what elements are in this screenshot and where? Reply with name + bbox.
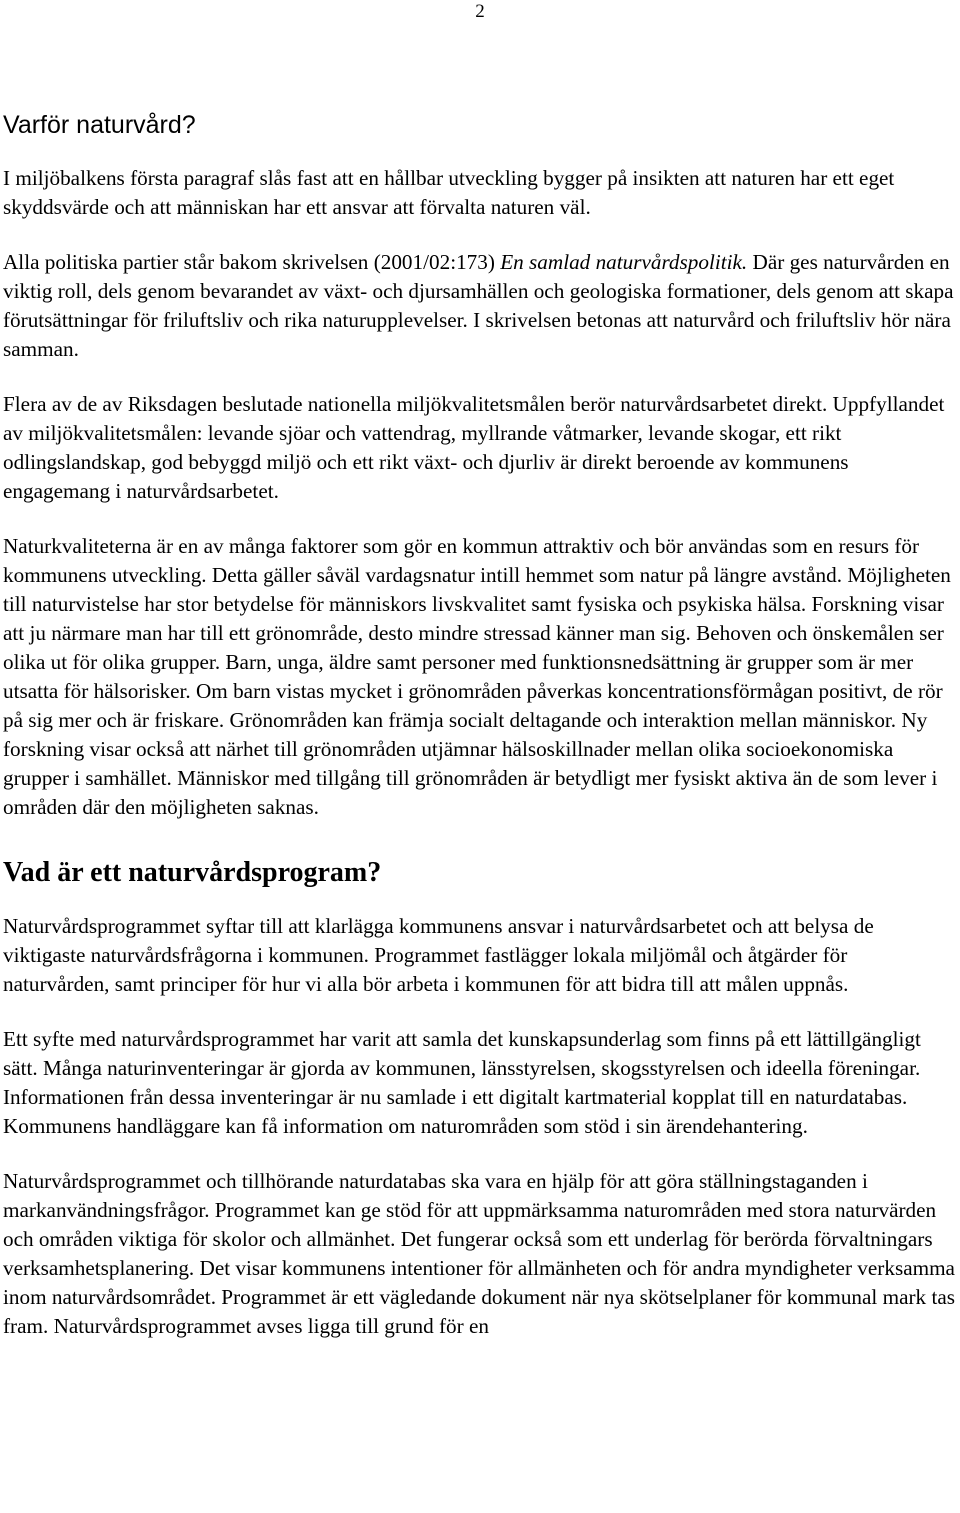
paragraph-land-use: Naturvårdsprogrammet och tillhörande naturdatabas ska vara en hjälp för att göra ställningstaganden i markanvändningsfrågor. Programmet kan ge stöd för att uppmärksamma naturområden med stora naturvärden och områden viktiga för skolor och allmänhet. Det fungerar också som ett underlag för berörda förvaltningars verksamhetsplanering. Det visar kommunens intentioner för allmänheten och för andra myndigheter verksamma inom naturvårdsområdet. Programmet är ett vägledande dokument när nya skötselplaner för kommunal mark tas fram. Naturvårdsprogrammet avses ligga till grund för en bbox=[3, 1169, 955, 1338]
paragraph-nature-qualities: Naturkvaliteterna är en av många faktorer som gör en kommun attraktiv och bör användas som en resurs för kommunens utveckling. Detta gäller såväl vardagsnatur intill hemmet som natur på längre avstånd. Möjligheten till naturvistelse har stor betydelse för människors livskvalitet samt fysiska och psykiska hälsa. Forskning visar att ju närmare man har till ett grönområde, desto mindre stressad känner man sig. Behoven och önskemålen ser olika ut för olika grupper. Barn, unga, äldre samt personer med funktionsnedsättning är grupper som är mer utsatta för hälsorisker. Om barn vistas mycket i grönområden påverkas koncentrationsförmågan positivt, de rör på sig mer och är friskare. Grönområden kan främja socialt deltagande och interaktion mellan människor. Ny forskning visar också att närhet till grönområden utjämnar hälsoskillnader mellan olika socioekonomiska grupper i samhället. Människor med tillgång till grönområden är betydligt mer fysiskt aktiva än de som lever i områden där den möjligheten saknas. bbox=[3, 534, 951, 819]
paragraph-knowledge-base: Ett syfte med naturvårdsprogrammet har varit att samla det kunskapsunderlag som finns på ett lättillgängligt sätt. Många naturinventeringar är gjorda av kommunen, länsstyrelsen, skogsstyrelsen och ideella föreningar. Informationen från dessa inventeringar är nu samlade i ett digitalt kartmaterial kopplat till en naturdatabas. Kommunens handläggare kan få information om naturområden som stöd i sin ärendehantering. bbox=[3, 1027, 921, 1138]
paragraph-environmental-objectives: Flera av de av Riksdagen beslutade nationella miljökvalitetsmålen berör naturvårdsarbetet direkt. Uppfyllandet av miljökvalitetsmålen: levande sjöar och vattendrag, myllrande våtmarker, levande skogar, ett rikt odlingslandskap, god bebyggd miljö och ett rikt växt- och djurliv är direkt beroende av kommunens engagemang i naturvårdsarbetet. bbox=[3, 392, 945, 503]
section-heading-what-is-program: Vad är ett naturvårdsprogram? bbox=[3, 857, 382, 888]
document-body bbox=[3, 108, 958, 1341]
paragraph-political-parties-end: Där ges naturvården en viktig roll, dels genom bevarandet av växt- och djursamhällen och geologiska formationer, dels genom att skapa förutsättningar för friluftsliv och rika naturupplevelser. I skrivelsen betonas att naturvård och friluftsliv hör nära samman. bbox=[3, 250, 954, 361]
publication-title: En samlad naturvårdspolitik. bbox=[500, 250, 748, 274]
page-number: 2 bbox=[475, 1, 485, 22]
section-heading-why-nature-conservation: Varför naturvård? bbox=[3, 111, 196, 139]
paragraph-program-purpose: Naturvårdsprogrammet syftar till att klarlägga kommunens ansvar i naturvårdsarbetet och att belysa de viktigaste naturvårdsfrågorna i kommunen. Programmet fastlägger lokala miljömål och åtgärder för naturvården, samt principer för hur vi alla bör arbeta i kommunen för att bidra till att målen uppnås. bbox=[3, 914, 874, 996]
paragraph-political-parties-start: Alla politiska partier står bakom skrivelsen (2001/02:173) bbox=[3, 250, 501, 274]
paragraph-political-parties bbox=[3, 248, 958, 364]
paragraph-environmental-code: I miljöbalkens första paragraf slås fast att en hållbar utveckling bygger på insikten att naturen har ett eget skyddsvärde och att människan har ett ansvar att förvalta naturen väl. bbox=[3, 166, 895, 219]
